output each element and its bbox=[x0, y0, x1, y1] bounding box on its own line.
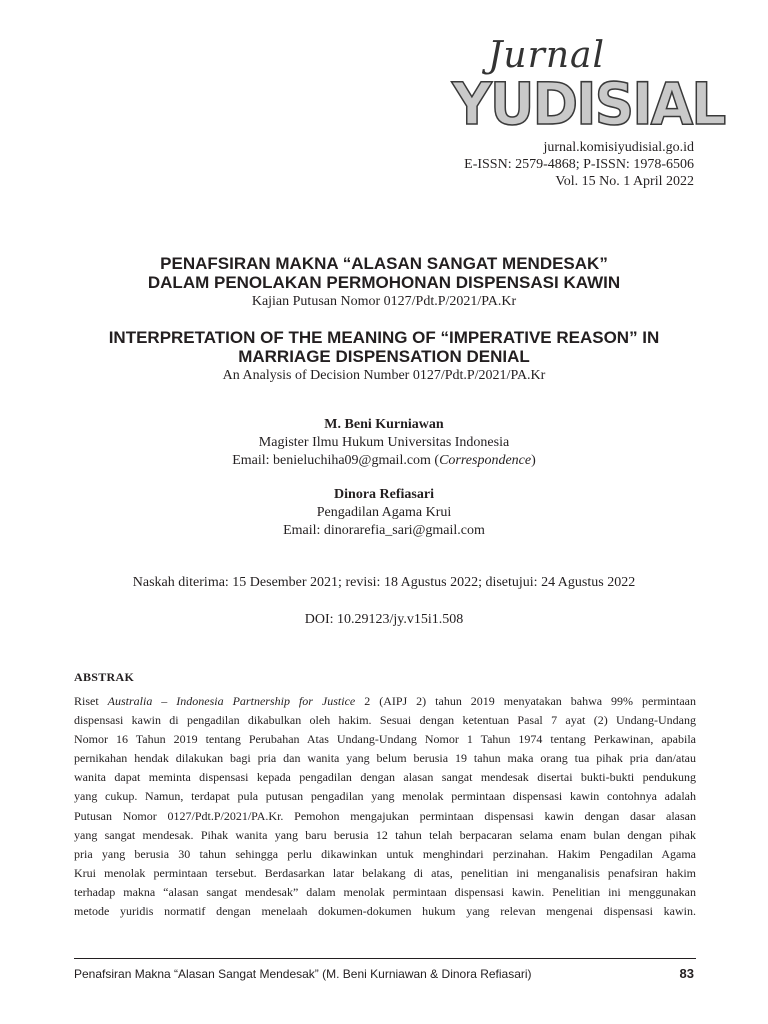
journal-logo-word: YUDISIAL bbox=[452, 70, 725, 138]
abstract-text: 2 (AIPJ 2) tahun 2019 menyatakan bahwa 99% permintaan bbox=[355, 694, 697, 708]
journal-website: jurnal.komisiyudisial.go.id bbox=[543, 140, 694, 155]
abstract-line: wanita dapat meminta dispensasi kepada pengadilan dengan alasan sangat mendesak disertai bukti-bukti pendukung bbox=[74, 770, 696, 785]
journal-volume: Vol. 15 No. 1 April 2022 bbox=[555, 174, 694, 189]
abstract-line: pria yang berusia 30 tahun sehingga perlu dikawinkan untuk menghindari perzinahan. Hakim Pengadilan Agama bbox=[74, 846, 696, 861]
correspondence-note: Correspondence bbox=[439, 453, 532, 468]
page-number: 83 bbox=[679, 966, 694, 981]
subtitle-indonesian: Kajian Putusan Nomor 0127/Pdt.P/2021/PA.Kr bbox=[251, 294, 517, 309]
journal-issn: E-ISSN: 2579-4868; P-ISSN: 1978-6506 bbox=[464, 157, 694, 172]
title-english bbox=[0, 328, 768, 366]
title-indonesian bbox=[0, 254, 768, 292]
abstract-line: pernikahan hendak dilakukan bagi pria dan wanita yang belum berusia 19 tahun maka orang tua pihak pria dan/atau bbox=[74, 751, 696, 766]
abstract-line: terhadap makna “alasan sangat mendesak” dalam menolak permintaan dispensasi kawin. Penelitian ini menggunakan bbox=[74, 884, 696, 899]
journal-meta bbox=[464, 139, 694, 190]
abstract-line: Krui menolak permintaan tersebut. Berdasarkan latar belakang di atas, penelitian ini menganalisis penafsiran hakim bbox=[74, 865, 696, 880]
author-email: Email: dinorarefia_sari@gmail.com bbox=[283, 523, 485, 538]
abstract-line: yang cukup. Namun, terdapat pula putusan pengadilan yang menolak permintaan dispensasi kawin contohnya adalah bbox=[74, 789, 696, 804]
abstract-body bbox=[74, 692, 696, 921]
journal-logo-script: Jurnal bbox=[488, 35, 605, 76]
author-affiliation: Magister Ilmu Hukum Universitas Indonesia bbox=[258, 435, 510, 450]
author-email-close: ) bbox=[531, 453, 536, 468]
author-name: Dinora Refiasari bbox=[334, 487, 434, 502]
author-email-text: Email: benieluchiha09@gmail.com ( bbox=[232, 453, 440, 468]
abstract-line: metode yuridis normatif dengan menelaah dokumen-dokumen hukum yang relevan mengenai dispensasi kawin. bbox=[74, 904, 696, 919]
author-1 bbox=[0, 416, 768, 470]
abstract-line: Nomor 16 Tahun 2019 tentang Perubahan Atas Undang-Undang Nomor 1 Tahun 1974 tentang Perkawinan, apabila bbox=[74, 732, 696, 747]
abstract-line: yang sangat mendesak. Pihak wanita yang baru berusia 12 tahun telah berpacaran selama enam bulan dengan pihak bbox=[74, 827, 696, 842]
abstract-heading: ABSTRAK bbox=[74, 670, 135, 684]
abstract-text: Riset bbox=[74, 694, 108, 708]
submission-dates: Naskah diterima: 15 Desember 2021; revisi: 18 Agustus 2022; disetujui: 24 Agustus 2022 bbox=[132, 575, 636, 590]
footer-divider bbox=[74, 958, 696, 959]
title-id-line-1: PENAFSIRAN MAKNA “ALASAN SANGAT MENDESAK” bbox=[160, 254, 608, 273]
doi: DOI: 10.29123/jy.v15i1.508 bbox=[304, 612, 464, 627]
title-en-line-2: MARRIAGE DISPENSATION DENIAL bbox=[238, 347, 530, 366]
journal-logo-wordmark bbox=[452, 70, 725, 138]
running-title: Penafsiran Makna “Alasan Sangat Mendesak” (M. Beni Kurniawan & Dinora Refiasari) bbox=[74, 967, 532, 981]
author-email bbox=[0, 452, 768, 470]
author-2 bbox=[0, 486, 768, 540]
abstract-line: Putusan Nomor 0127/Pdt.P/2021/PA.Kr. Pemohon mengajukan permintaan dispensasi kawin dengan dasar alasan bbox=[74, 808, 696, 823]
author-name: M. Beni Kurniawan bbox=[324, 417, 444, 432]
abstract-line: dispensasi kawin di pengadilan dikabulkan oleh hakim. Sesuai dengan ketentuan Pasal 7 ayat (2) Undang-Undang bbox=[74, 713, 696, 728]
title-id-line-2: DALAM PENOLAKAN PERMOHONAN DISPENSASI KAWIN bbox=[147, 273, 621, 292]
author-affiliation: Pengadilan Agama Krui bbox=[316, 505, 452, 520]
subtitle-english: An Analysis of Decision Number 0127/Pdt.P/2021/PA.Kr bbox=[222, 368, 546, 383]
abstract-italic-text: Australia – Indonesia Partnership for Justice bbox=[107, 694, 356, 708]
abstract-line bbox=[74, 692, 696, 711]
title-en-line-1: INTERPRETATION OF THE MEANING OF “IMPERATIVE REASON” IN bbox=[108, 328, 660, 347]
